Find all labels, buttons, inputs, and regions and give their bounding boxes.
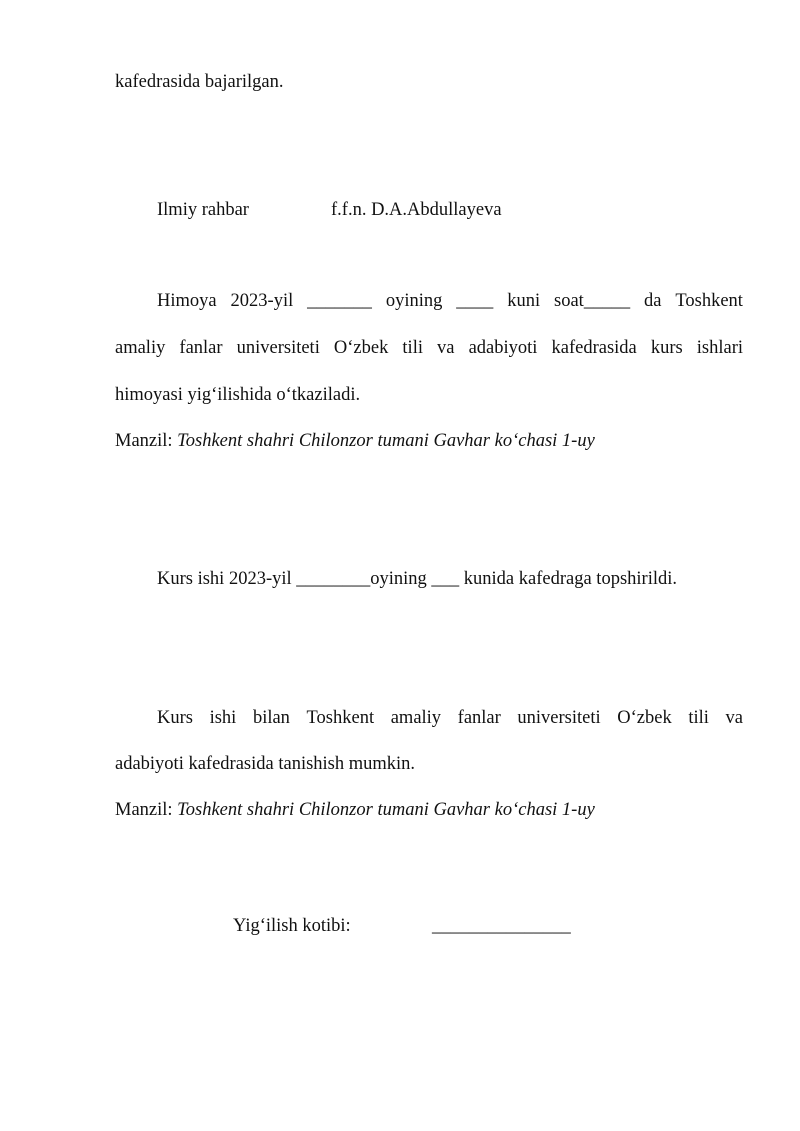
review-word: tili	[688, 708, 709, 728]
defense-word: Himoya	[157, 291, 217, 311]
defense-line-3: himoyasi yig‘ilishida o‘tkaziladi.	[115, 385, 361, 405]
defense-word: O‘zbek	[333, 338, 389, 358]
defense-blank-month: _______	[307, 291, 372, 311]
defense-line-1	[157, 289, 743, 313]
review-word: Toshkent	[306, 708, 375, 728]
defense-blank-day: ____	[456, 291, 494, 311]
review-word: ishi	[209, 708, 237, 728]
defense-word: amaliy	[115, 338, 166, 358]
defense-time-blank: soat_____	[554, 291, 631, 311]
address-value: Toshkent shahri Chilonzor tumani Gavhar ko‘chasi 1-uy	[177, 800, 595, 820]
defense-word: fanlar	[179, 338, 223, 358]
defense-address	[115, 429, 743, 453]
defense-word: universiteti	[236, 338, 320, 358]
address-label: Manzil:	[115, 800, 178, 820]
defense-word: va	[437, 338, 455, 358]
defense-word: oyining	[385, 291, 443, 311]
secretary-label: Yig‘ilish kotibi:	[233, 916, 351, 936]
supervisor-label: Ilmiy rahbar	[157, 200, 249, 220]
review-line-2: adabiyoti kafedrasida tanishish mumkin.	[115, 754, 416, 774]
review-line-1	[157, 706, 743, 730]
submission-line: Kurs ishi 2023-yil ________oyining ___ kunida kafedraga topshirildi.	[157, 569, 677, 589]
address-label: Manzil:	[115, 431, 178, 451]
review-word: bilan	[252, 708, 290, 728]
defense-word: adabiyoti	[468, 338, 538, 358]
defense-line-2	[115, 336, 743, 360]
intro-line: kafedrasida bajarilgan.	[115, 72, 284, 92]
defense-word: kafedrasida	[551, 338, 637, 358]
defense-word: da	[644, 291, 662, 311]
address-value: Toshkent shahri Chilonzor tumani Gavhar ko‘chasi 1-uy	[177, 431, 595, 451]
defense-word: 2023-yil	[230, 291, 294, 311]
review-word: universiteti	[517, 708, 601, 728]
defense-word: kuni	[507, 291, 541, 311]
defense-word: ishlari	[696, 338, 743, 358]
review-word: amaliy	[390, 708, 442, 728]
review-word: va	[725, 708, 743, 728]
review-word: O‘zbek	[617, 708, 672, 728]
review-word: Kurs	[157, 708, 193, 728]
defense-word: tili	[402, 338, 423, 358]
review-word: fanlar	[457, 708, 501, 728]
defense-word: kurs	[650, 338, 683, 358]
supervisor-name: f.f.n. D.A.Abdullayeva	[331, 200, 502, 220]
review-address	[115, 798, 743, 822]
secretary-signature-blank: _______________	[432, 916, 571, 936]
defense-word: Toshkent	[675, 291, 743, 311]
